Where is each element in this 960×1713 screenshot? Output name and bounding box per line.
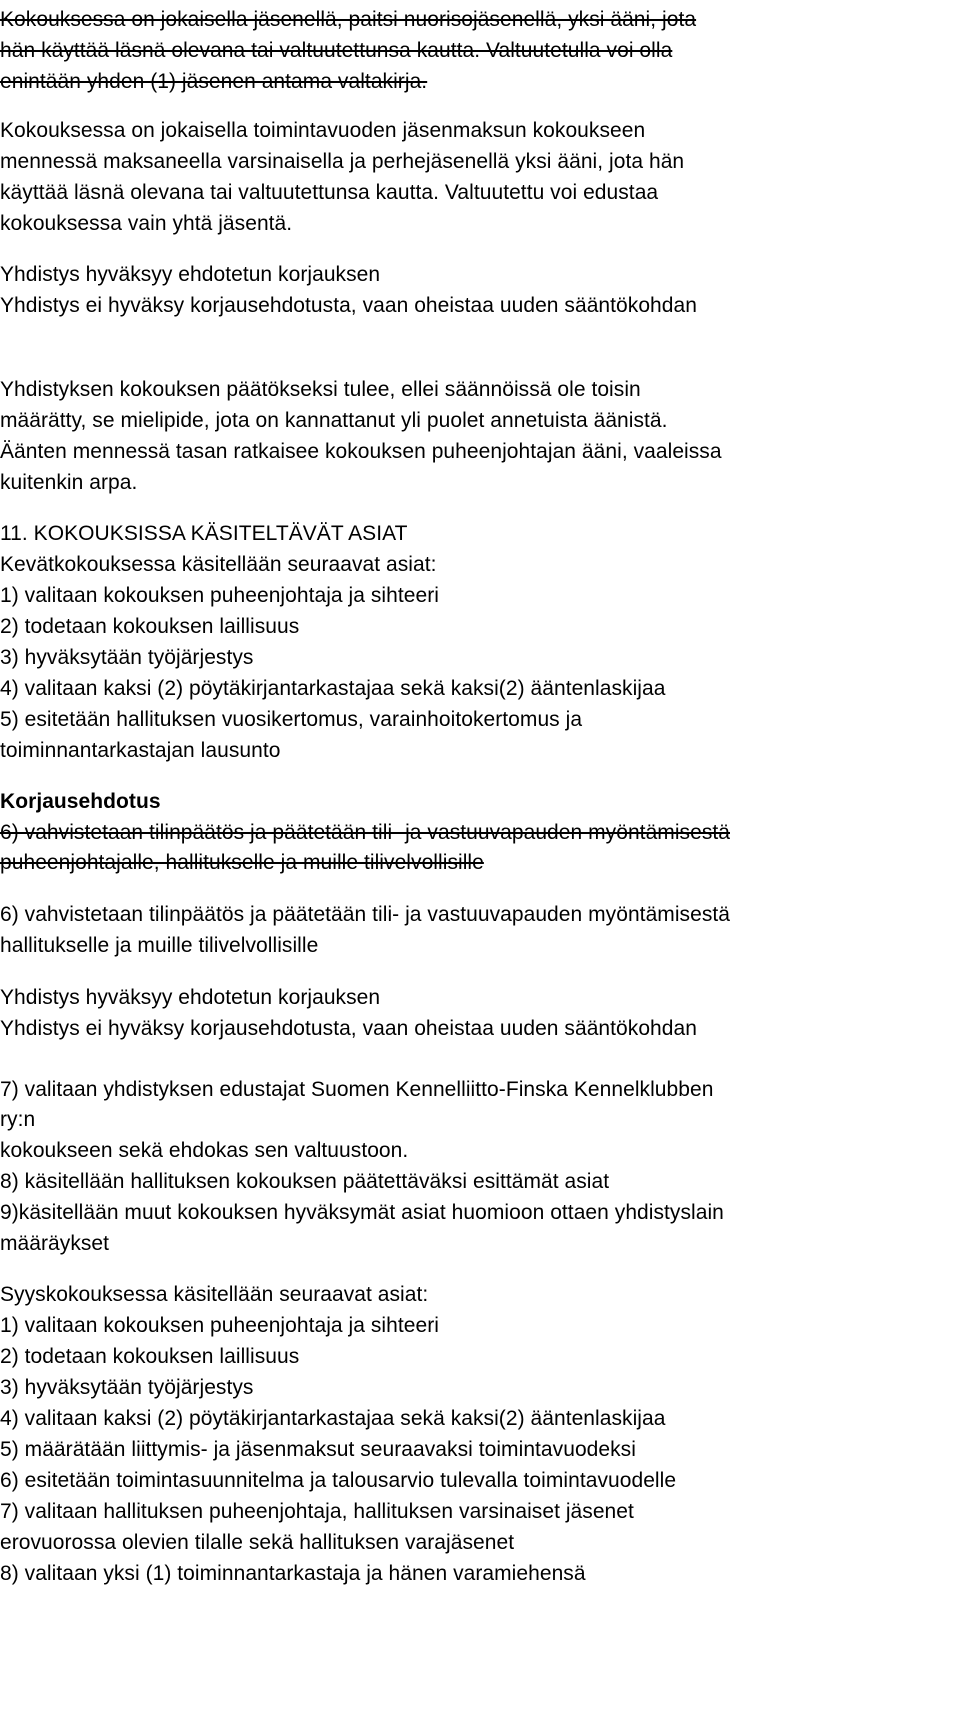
text-line: 9)käsitellään muut kokouksen hyväksymät asiat huomioon ottaen yhdistyslain (0, 1201, 724, 1224)
text-line: Kevätkokouksessa käsitellään seuraavat asiat: (0, 553, 437, 576)
text-line: 1) valitaan kokouksen puheenjohtaja ja sihteeri (0, 1314, 439, 1337)
struck-text-line: enintään yhden (1) jäsenen antama valtakirja. (0, 70, 428, 93)
text-line: 2) todetaan kokouksen laillisuus (0, 1345, 300, 1368)
text-line: Äänten mennessä tasan ratkaisee kokouksen puheenjohtajan ääni, vaaleissa (0, 440, 722, 463)
text-line: 1) valitaan kokouksen puheenjohtaja ja sihteeri (0, 584, 439, 607)
text-line: 5) määrätään liittymis- ja jäsenmaksut seuraavaksi toimintavuodeksi (0, 1438, 636, 1461)
text-line: 3) hyväksytään työjärjestys (0, 1376, 254, 1399)
struck-text-line: hän käyttää läsnä olevana tai valtuutettunsa kautta. Valtuutetulla voi olla (0, 39, 673, 62)
struck-text-line: 6) vahvistetaan tilinpäätös ja päätetään tili- ja vastuuvapauden myöntämisestä (0, 821, 730, 844)
text-line: 6) esitetään toimintasuunnitelma ja talousarvio tulevalla toimintavuodelle (0, 1469, 677, 1492)
text-line: 8) käsitellään hallituksen kokouksen päätettäväksi esittämät asiat (0, 1170, 610, 1193)
text-line: 7) valitaan yhdistyksen edustajat Suomen Kennelliitto-Finska Kennelklubben (0, 1078, 714, 1101)
text-line: kokoukseen sekä ehdokas sen valtuustoon. (0, 1139, 409, 1162)
text-line: 6) vahvistetaan tilinpäätös ja päätetään tili- ja vastuuvapauden myöntämisestä (0, 903, 730, 926)
text-line: 4) valitaan kaksi (2) pöytäkirjantarkastajaa sekä kaksi(2) ääntenlaskijaa (0, 677, 666, 700)
text-line: käyttää läsnä olevana tai valtuutettunsa kautta. Valtuutettu voi edustaa (0, 181, 659, 204)
text-line: kokouksessa vain yhtä jäsentä. (0, 212, 293, 235)
text-line: erovuorossa olevien tilalle sekä hallituksen varajäsenet (0, 1531, 515, 1554)
text-line: määräykset (0, 1232, 110, 1255)
text-line: ry:n (0, 1108, 36, 1131)
text-line: 2) todetaan kokouksen laillisuus (0, 615, 300, 638)
text-line: 5) esitetään hallituksen vuosikertomus, varainhoitokertomus ja (0, 708, 583, 731)
text-line: 4) valitaan kaksi (2) pöytäkirjantarkastajaa sekä kaksi(2) ääntenlaskijaa (0, 1407, 666, 1430)
text-line: Yhdistyksen kokouksen päätökseksi tulee, ellei säännöissä ole toisin (0, 378, 641, 401)
text-line: toiminnantarkastajan lausunto (0, 739, 281, 762)
text-line: Yhdistys hyväksyy ehdotetun korjauksen (0, 986, 381, 1009)
text-line: Yhdistys hyväksyy ehdotetun korjauksen (0, 263, 381, 286)
text-line: Yhdistys ei hyväksy korjausehdotusta, vaan oheistaa uuden sääntökohdan (0, 294, 697, 317)
section-heading: Korjausehdotus (0, 790, 161, 813)
struck-text-line: Kokouksessa on jokaisella jäsenellä, paitsi nuorisojäsenellä, yksi ääni, jota (0, 8, 697, 31)
text-line: 11. KOKOUKSISSA KÄSITELTÄVÄT ASIAT (0, 522, 408, 545)
text-line: 8) valitaan yksi (1) toiminnantarkastaja ja hänen varamiehensä (0, 1562, 586, 1585)
text-line: mennessä maksaneella varsinaisella ja perhejäsenellä yksi ääni, jota hän (0, 150, 685, 173)
text-line: Kokouksessa on jokaisella toimintavuoden jäsenmaksun kokoukseen (0, 119, 646, 142)
text-line: 7) valitaan hallituksen puheenjohtaja, hallituksen varsinaiset jäsenet (0, 1500, 634, 1523)
text-line: Syyskokouksessa käsitellään seuraavat asiat: (0, 1283, 429, 1306)
text-line: kuitenkin arpa. (0, 471, 138, 494)
text-line: 3) hyväksytään työjärjestys (0, 646, 254, 669)
struck-text-line: puheenjohtajalle, hallitukselle ja muille tilivelvollisille (0, 851, 484, 874)
text-line: määrätty, se mielipide, jota on kannattanut yli puolet annetuista äänistä. (0, 409, 668, 432)
text-line: Yhdistys ei hyväksy korjausehdotusta, vaan oheistaa uuden sääntökohdan (0, 1017, 697, 1040)
text-line: hallitukselle ja muille tilivelvollisille (0, 934, 319, 957)
